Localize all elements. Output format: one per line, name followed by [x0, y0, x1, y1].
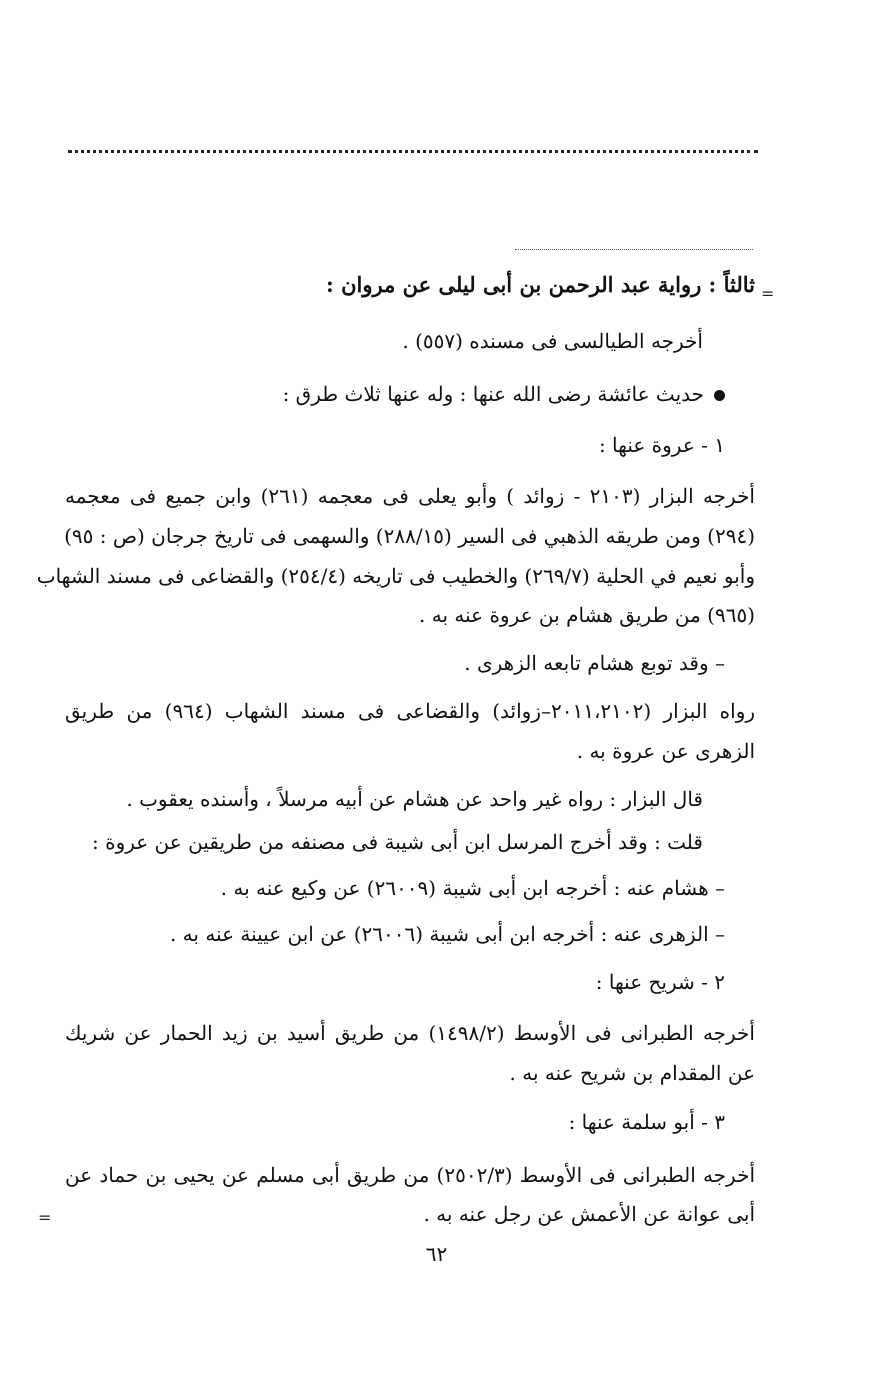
subsection-title: ١ - عروة عنها : — [598, 433, 725, 457]
dotted-separator-small — [515, 249, 753, 250]
list-item: – هشام عنه : أخرجه ابن أبى شيبة (٢٦٠٠٩) عن وكيع عنه به . — [220, 876, 725, 900]
paragraph-line: رواه البزار (٢٠١١،٢١٠٢–زوائد) والقضاعى فى مسند الشهاب (٩٦٤) من طريق — [65, 699, 756, 723]
list-item: – الزهرى عنه : أخرجه ابن أبى شيبة (٢٦٠٠٦) عن ابن عيينة عنه به . — [169, 922, 725, 946]
section-heading: ثالثاً : رواية عبد الرحمن بن أبى ليلى عن مروان : — [326, 272, 755, 297]
quote-line: قلت : وقد أخرج المرسل ابن أبى شيبة فى مصنفه من طريقين عن عروة : — [92, 830, 703, 854]
margin-mark-bottom: = — [38, 1208, 52, 1227]
paragraph-line: أخرجه الطبرانى فى الأوسط (١٤٩٨/٢) من طريق أسيد بن زيد الحمار عن شريك — [65, 1021, 755, 1045]
paragraph-line: – وقد توبع هشام تابعه الزهرى . — [464, 651, 725, 675]
quote-line: قال البزار : رواه غير واحد عن هشام عن أبيه مرسلاً ، وأسنده يعقوب . — [126, 787, 703, 811]
paragraph-line: وأبو نعيم في الحلية (٢٦٩/٧) والخطيب فى تاريخه (٢٥٤/٤) والقضاعى فى مسند الشهاب — [36, 564, 755, 588]
paragraph-line: أخرجه الطيالسى فى مسنده (٥٥٧) . — [402, 329, 703, 353]
paragraph-line: (٢٩٤) ومن طريقه الذهبي فى السير (٢٨٨/١٥) والسهمى فى تاريخ جرجان (ص : ٩٥) — [64, 524, 755, 548]
dotted-separator-top — [68, 150, 758, 153]
subsection-title: ٢ - شريح عنها : — [595, 970, 725, 994]
subsection-title: ٣ - أبو سلمة عنها : — [568, 1110, 725, 1134]
page-number: ٦٢ — [425, 1242, 448, 1266]
bullet-text: حديث عائشة رضى الله عنها : وله عنها ثلاث طرق : — [282, 382, 704, 406]
bullet-icon — [714, 390, 725, 401]
paragraph-line: أخرجه البزار (٢١٠٣ - زوائد ) وأبو يعلى فى معجمه (٢٦١) وابن جميع فى معجمه — [65, 484, 755, 508]
paragraph-line: عن المقدام بن شريح عنه به . — [509, 1061, 755, 1085]
paragraph-line: أبى عوانة عن الأعمش عن رجل عنه به . — [423, 1202, 755, 1226]
paragraph-line: (٩٦٥) من طريق هشام بن عروة عنه به . — [419, 603, 755, 627]
margin-mark-heading: = — [761, 284, 775, 303]
bullet-line — [283, 380, 725, 408]
paragraph-line: الزهرى عن عروة به . — [576, 739, 755, 763]
paragraph-line: أخرجه الطبرانى فى الأوسط (٢٥٠٢/٣) من طريق أبى مسلم عن يحيى بن حماد عن — [65, 1163, 755, 1187]
